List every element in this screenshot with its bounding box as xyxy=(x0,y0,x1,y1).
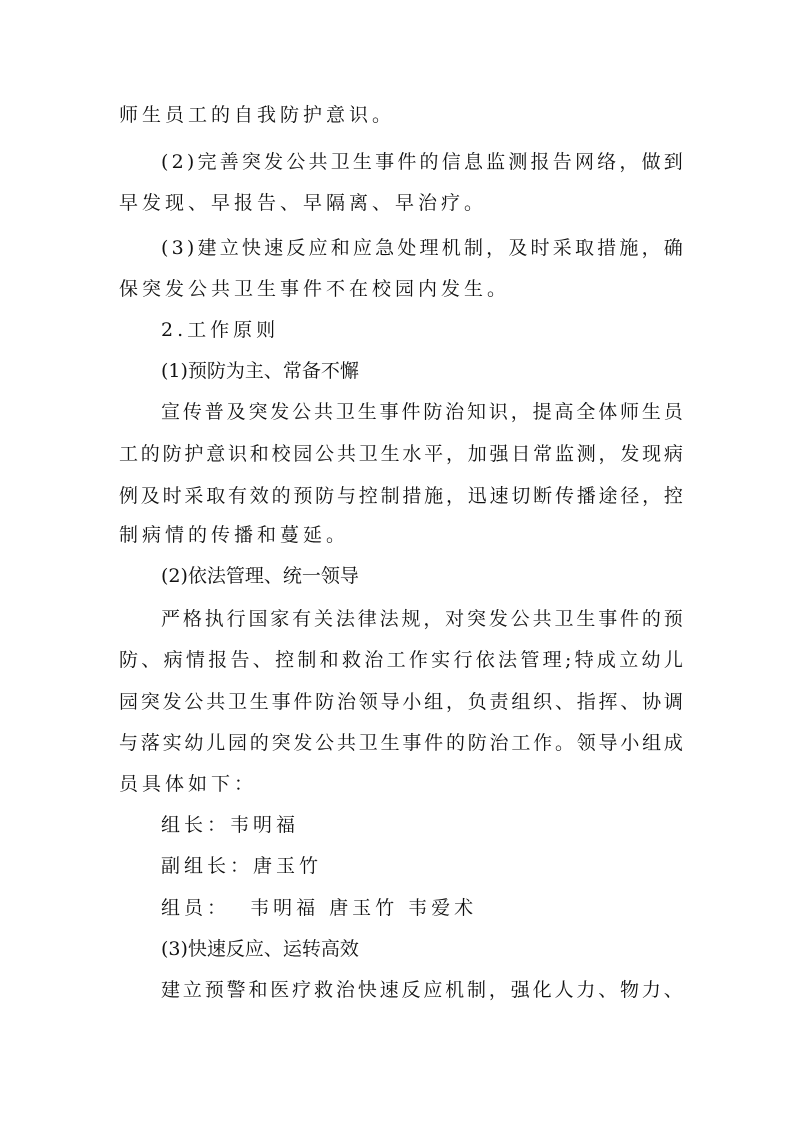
subheading-1: (1)预防为主、常备不懈 xyxy=(161,360,359,382)
subheading-3: (3)快速反应、运转高效 xyxy=(161,938,359,960)
text-line-13: 严 格 执 行 国 家 有 关 法 律 法 规 ， 对 突 发 公 共 卫 生 事 件 的 预 xyxy=(161,608,683,630)
text-line-10: 例 及 时 采 取 有 效 的 预 防 与 控 制 措 施 ， 迅 速 切 断 传 播 途 径 ， 控 xyxy=(119,485,683,507)
text-line-3: 早发现、早报告、早隔离、早治疗。 xyxy=(119,192,488,214)
text-line-16: 与 落 实 幼 儿 园 的 突 发 公 共 卫 生 事 件 的 防 治 工 作 。 领 导 小 组 成 xyxy=(119,732,683,754)
text-line-9: 工 的 防 护 意 识 和 校 园 公 共 卫 生 水 平 ， 加 强 日 常 监 测 ， 发 现 病 xyxy=(119,443,683,465)
text-line-11: 制病情的传播和蔓延。 xyxy=(119,524,350,546)
members-line: 组员： 韦明福 唐玉竹 韦爱术 xyxy=(161,897,478,919)
text-line-8: 宣 传 普 及 突 发 公 共 卫 生 事 件 防 治 知 识 ， 提 高 全 体 师 生 员 xyxy=(161,401,683,423)
text-line-15: 园 突 发 公 共 卫 生 事 件 防 治 领 导 小 组 ， 负 责 组 织 、 指 挥 、 协 调 xyxy=(119,691,683,713)
text-line-2: ( 2 ) 完 善 突 发 公 共 卫 生 事 件 的 信 息 监 测 报 告 网 络 ， 做 到 xyxy=(161,151,683,173)
deputy-leader-line: 副组长：唐玉竹 xyxy=(161,855,323,877)
text-line-1: 师生员工的自我防护意识。 xyxy=(119,104,396,126)
text-line-5: 保突发公共卫生事件不在校园内发生。 xyxy=(119,278,511,300)
text-line-4: ( 3 ) 建 立 快 速 反 应 和 应 急 处 理 机 制 ， 及 时 采 取 措 施 ， 确 xyxy=(161,237,683,259)
leader-line: 组长：韦明福 xyxy=(161,814,300,836)
subheading-2: (2)依法管理、统一领导 xyxy=(161,565,359,587)
section-heading: 2.工作原则 xyxy=(161,319,280,341)
text-line-17: 员具体如下： xyxy=(119,773,258,795)
text-line-14: 防 、 病 情 报 告 、 控 制 和 救 治 工 作 实 行 依 法 管 理 ; 特 成 立 幼 儿 xyxy=(119,649,683,671)
text-line-22: 建 立 预 警 和 医 疗 救 治 快 速 反 应 机 制 ， 强 化 人 力 、 物 力 、 xyxy=(161,979,683,1001)
